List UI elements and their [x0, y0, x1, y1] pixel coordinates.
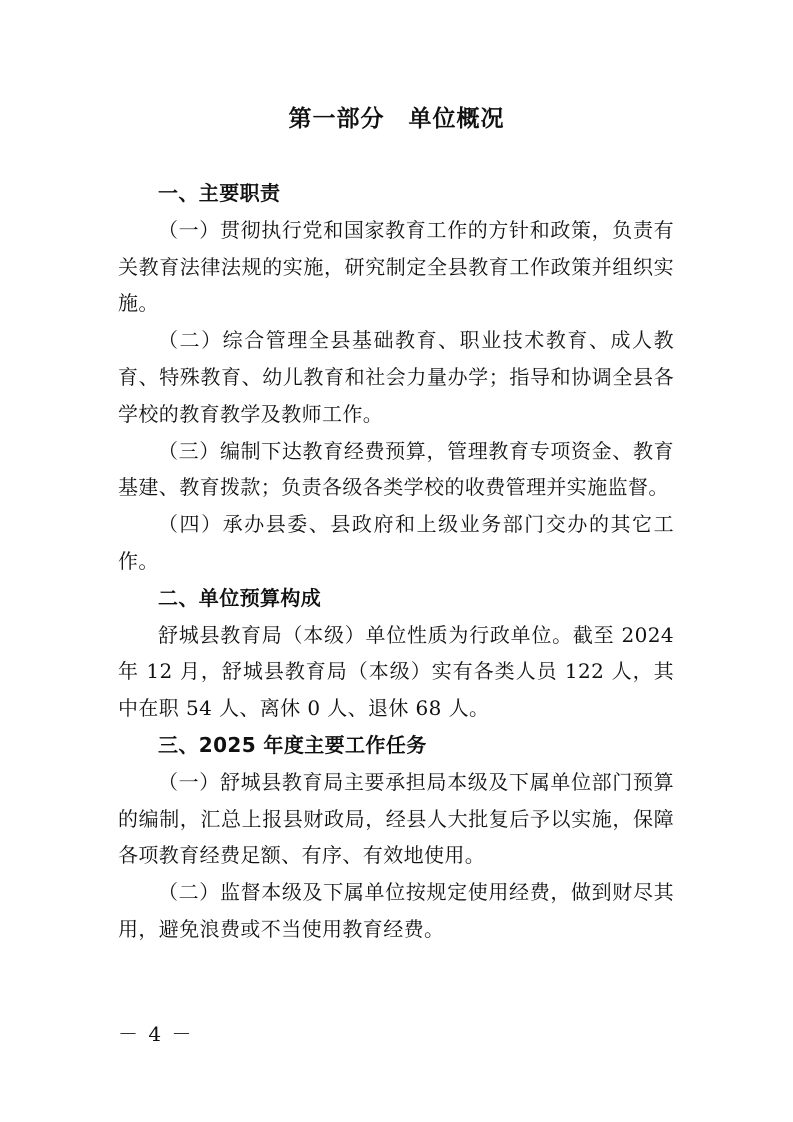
- paragraph: （四）承办县委、县政府和上级业务部门交办的其它工作。: [118, 512, 674, 573]
- page-number: － 4 －: [118, 1022, 194, 1046]
- section-heading-tasks: 三、2025 年度主要工作任务: [158, 732, 427, 757]
- paragraph: （二）综合管理全县基础教育、职业技术教育、成人教育、特殊教育、幼儿教育和社会力量办学；指导和协调全县各学校的教育教学及教师工作。: [118, 328, 674, 426]
- document-body: [118, 175, 674, 948]
- paragraph: （一）贯彻执行党和国家教育工作的方针和政策，负责有关教育法律法规的实施，研究制定全县教育工作政策并组织实施。: [118, 217, 674, 316]
- paragraph: 舒城县教育局（本级）单位性质为行政单位。截至 2024 年 12 月，舒城县教育局（本级）实有各类人员 122 人，其中在职 54 人、离休 0 人、退休 68 人。: [118, 622, 674, 721]
- paragraph: （一）舒城县教育局主要承担局本级及下属单位部门预算的编制，汇总上报县财政局，经县人大批复后予以实施，保障各项教育经费足额、有序、有效地使用。: [118, 769, 674, 868]
- paragraph: （二）监督本级及下属单位按规定使用经费，做到财尽其用，避免浪费或不当使用教育经费。: [118, 880, 674, 941]
- section-heading-budget-composition: 二、单位预算构成: [158, 585, 322, 610]
- paragraph: （三）编制下达教育经费预算，管理教育专项资金、教育基建、教育拨款；负责各级各类学校的收费管理并实施监督。: [118, 438, 674, 500]
- section-heading-duties: 一、主要职责: [158, 181, 281, 205]
- page-title: 第一部分 单位概况: [288, 106, 505, 132]
